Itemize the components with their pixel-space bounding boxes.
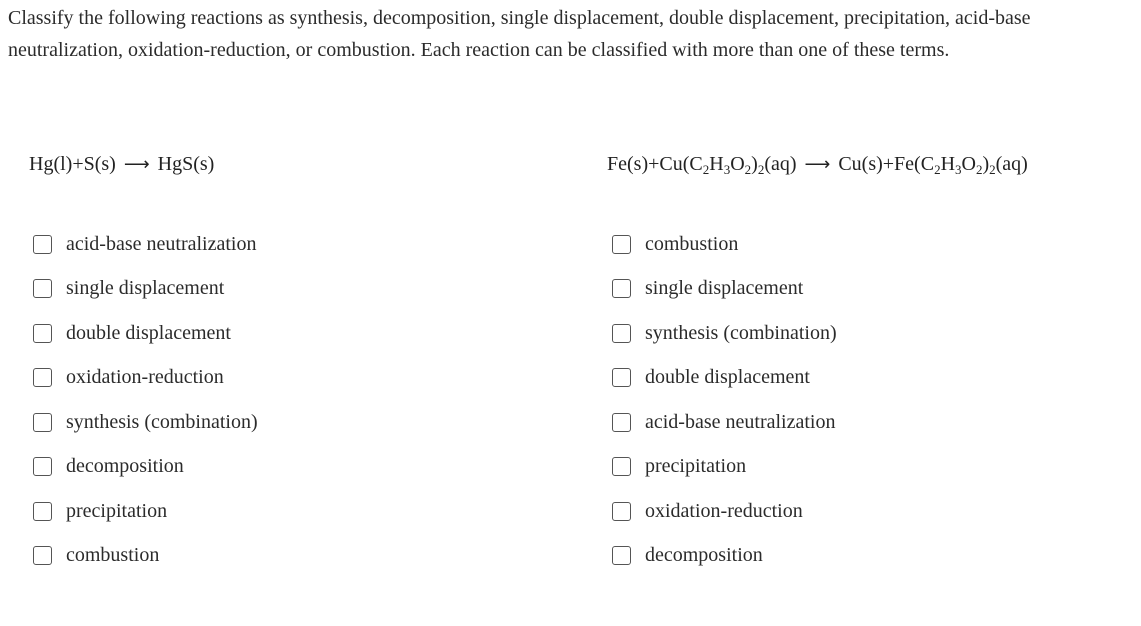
formula-text: ) xyxy=(982,153,990,175)
reaction-equation-2 xyxy=(607,150,1028,179)
checkbox[interactable] xyxy=(33,457,52,476)
option-label: acid-base neutralization xyxy=(645,410,836,433)
question-instructions: Classify the following reactions as synthesis, decomposition, single displacement, double displacement, precipitation, acid-base neutralization, oxidation-reduction, or combustion. Each reaction can be classified with more than one of these terms. xyxy=(8,7,1031,61)
option-label: precipitation xyxy=(66,499,168,522)
option-single-displacement[interactable] xyxy=(33,267,258,312)
formula-subscript: 2 xyxy=(989,162,996,177)
checkbox[interactable] xyxy=(33,413,52,432)
formula-text: O xyxy=(961,153,976,175)
reaction-arrow-icon: ⟶ xyxy=(804,154,831,175)
option-double-displacement[interactable] xyxy=(612,356,837,401)
formula-subscript: 2 xyxy=(934,162,941,177)
option-label: oxidation-reduction xyxy=(645,499,803,522)
checkbox[interactable] xyxy=(612,324,631,343)
option-acid-base-neutralization[interactable] xyxy=(612,400,837,445)
option-label: single displacement xyxy=(66,277,225,300)
checkbox[interactable] xyxy=(612,546,631,565)
formula-subscript: 2 xyxy=(975,162,983,177)
option-single-displacement[interactable] xyxy=(612,267,837,312)
option-label: single displacement xyxy=(645,277,804,300)
option-label: synthesis (combination) xyxy=(66,410,258,433)
formula-subscript: 2 xyxy=(757,162,765,177)
checkbox[interactable] xyxy=(33,235,52,254)
option-precipitation[interactable] xyxy=(33,489,258,534)
checkbox[interactable] xyxy=(612,502,631,521)
checkbox[interactable] xyxy=(33,546,52,565)
option-oxidation-reduction[interactable] xyxy=(612,489,837,534)
formula-text: H xyxy=(940,153,956,175)
option-synthesis[interactable] xyxy=(33,400,258,445)
checkbox[interactable] xyxy=(33,502,52,521)
option-label: combustion xyxy=(66,544,160,567)
option-label: decomposition xyxy=(66,455,184,478)
formula-subscript: 2 xyxy=(744,162,752,177)
reaction-1-options xyxy=(33,222,258,578)
option-combustion[interactable] xyxy=(33,534,258,579)
reaction-1-products: HgS(s) xyxy=(157,153,215,175)
formula-text: (aq) xyxy=(995,153,1028,175)
formula-text: H xyxy=(709,153,724,175)
formula-text: Fe(s)+Cu(C xyxy=(607,153,703,175)
option-label: decomposition xyxy=(645,544,763,567)
checkbox[interactable] xyxy=(612,413,631,432)
reaction-2-products xyxy=(838,153,1028,175)
checkbox[interactable] xyxy=(33,279,52,298)
option-acid-base-neutralization[interactable] xyxy=(33,222,258,267)
checkbox[interactable] xyxy=(33,324,52,343)
reaction-2-reactants xyxy=(607,153,797,175)
reaction-1-reactants: Hg(l)+S(s) xyxy=(29,153,116,175)
option-label: precipitation xyxy=(645,455,747,478)
option-label: acid-base neutralization xyxy=(66,232,257,255)
formula-subscript: 3 xyxy=(723,162,731,177)
option-oxidation-reduction[interactable] xyxy=(33,356,258,401)
option-label: double displacement xyxy=(66,321,231,344)
formula-text: Cu(s)+Fe(C xyxy=(838,153,935,175)
option-decomposition[interactable] xyxy=(612,534,837,579)
checkbox[interactable] xyxy=(612,368,631,387)
formula-text: O xyxy=(730,153,745,175)
option-label: synthesis (combination) xyxy=(645,321,837,344)
checkbox[interactable] xyxy=(612,235,631,254)
option-label: oxidation-reduction xyxy=(66,366,224,389)
formula-text: ) xyxy=(751,153,758,175)
reaction-arrow-icon: ⟶ xyxy=(123,154,150,175)
option-label: double displacement xyxy=(645,366,810,389)
option-combustion[interactable] xyxy=(612,222,837,267)
reaction-equation-1 xyxy=(29,150,214,179)
option-decomposition[interactable] xyxy=(33,445,258,490)
checkbox[interactable] xyxy=(612,279,631,298)
reaction-2-options xyxy=(612,222,837,578)
checkbox[interactable] xyxy=(612,457,631,476)
option-double-displacement[interactable] xyxy=(33,311,258,356)
option-label: combustion xyxy=(645,232,739,255)
formula-subscript: 3 xyxy=(955,162,962,177)
formula-subscript: 2 xyxy=(702,162,710,177)
option-synthesis[interactable] xyxy=(612,311,837,356)
checkbox[interactable] xyxy=(33,368,52,387)
formula-text: (aq) xyxy=(764,153,797,175)
option-precipitation[interactable] xyxy=(612,445,837,490)
